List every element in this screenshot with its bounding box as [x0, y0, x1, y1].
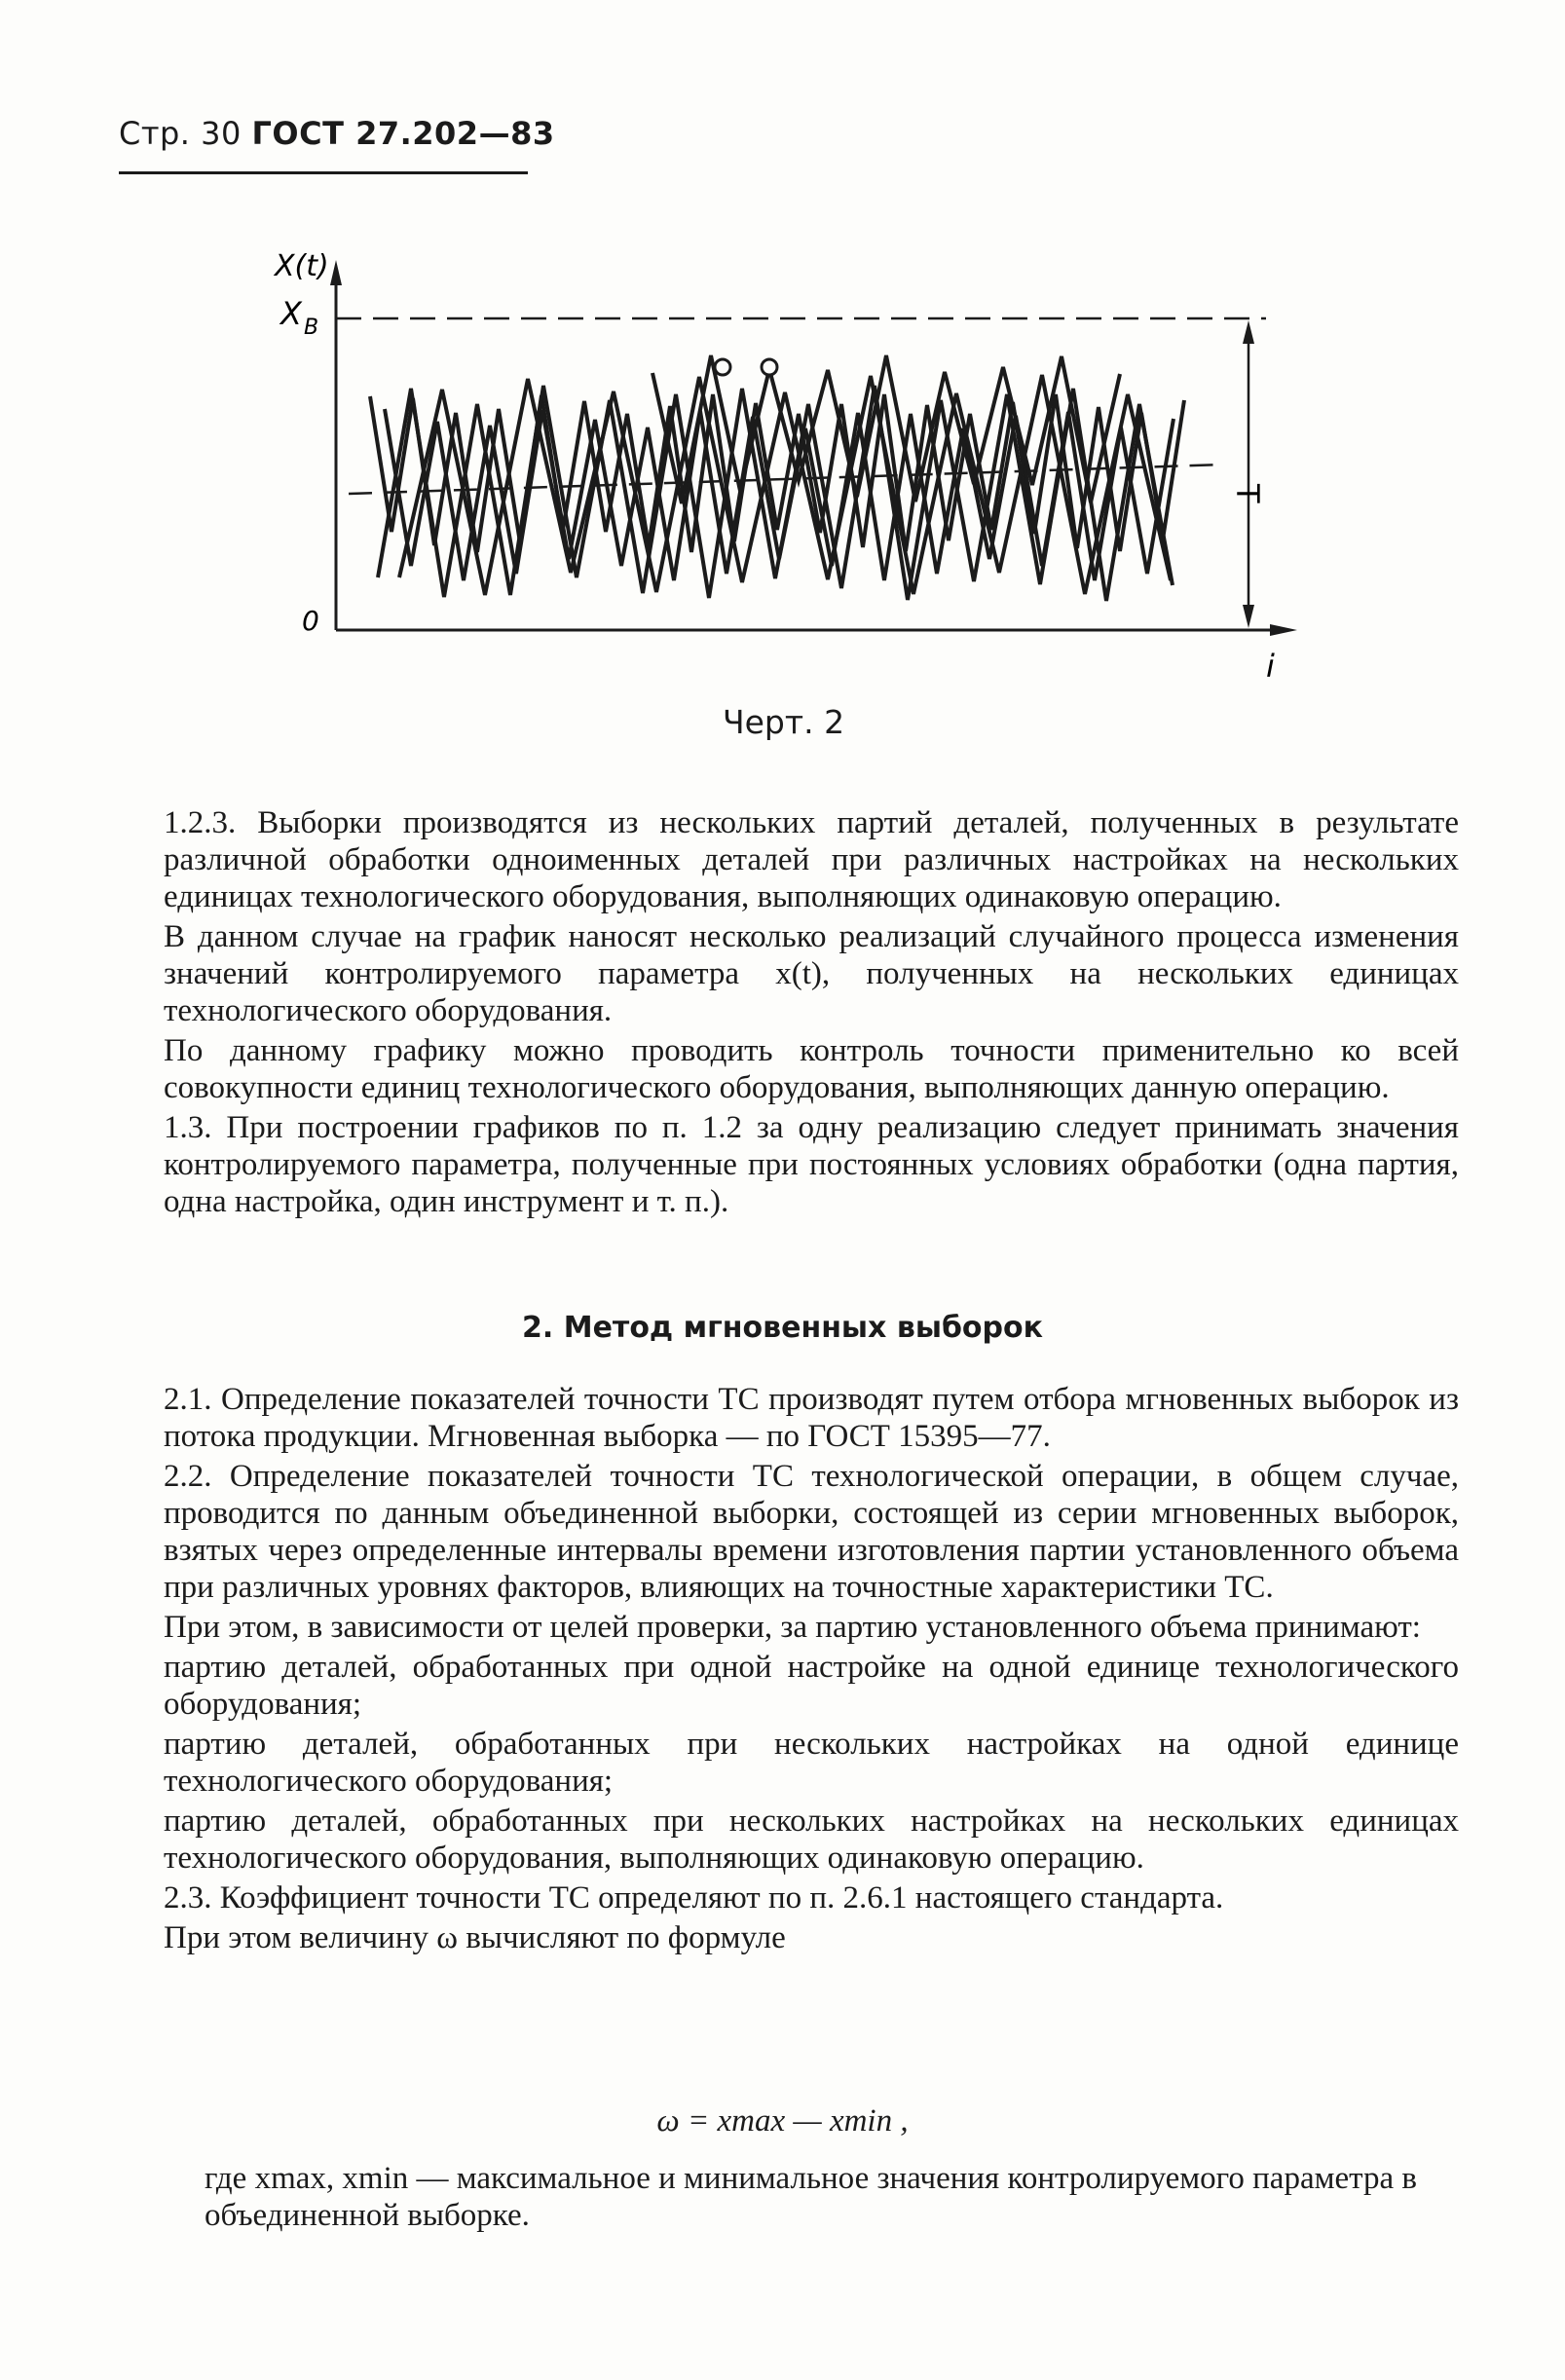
origin-label: 0	[302, 605, 319, 637]
page-number: Стр. 30	[119, 115, 242, 152]
y-axis-arrow	[330, 260, 342, 285]
y-axis-label: X(t)	[275, 249, 329, 283]
body-text-1	[164, 804, 1459, 1223]
formula-omega: ω = xmax — xmin ,	[656, 2103, 909, 2138]
list-item-several-setups: партию деталей, обработанных при нескольких настройках на одной единице технологического оборудования;	[164, 1727, 1459, 1799]
paragraph-formula-intro: При этом величину ω вычисляют по формуле	[164, 1920, 786, 1955]
outlier-point	[762, 359, 777, 375]
range-arrow-bottom	[1243, 605, 1254, 628]
process-realizations	[370, 355, 1184, 601]
section-title: 2. Метод мгновенных выборок	[522, 1311, 1043, 1345]
outlier-point	[715, 359, 730, 375]
figure-caption: Черт. 2	[723, 703, 845, 741]
page-header	[119, 115, 555, 152]
paragraph-accuracy-control: По данному графику можно проводить контроль точности применительно ко всей совокупности единиц технологического оборудования, выполняющих данную операцию.	[164, 1033, 1459, 1105]
formula-legend: где xmax, xmin — максимальное и минимальное значения контролируемого параметра в объединенной выборке.	[205, 2161, 1417, 2233]
body-text-2	[164, 1381, 1459, 1959]
range-arrow-top	[1243, 320, 1254, 344]
paragraph-2-1: 2.1. Определение показателей точности ТС производят путем отбора мгновенных выборок из потока продукции. Мгновенная выборка — по ГОСТ 15395—77.	[164, 1382, 1459, 1454]
process-chart	[263, 248, 1315, 687]
paragraph-1-2-3: 1.2.3. Выборки производятся из нескольких партий деталей, полученных в результате различной обработки одноименных деталей при различных настройках на нескольких единицах технологического оборудования, выполняющих одинаковую операцию.	[164, 805, 1459, 914]
header-rule	[119, 171, 528, 174]
range-label: T	[1229, 484, 1266, 503]
x-axis-label: i	[1266, 648, 1275, 685]
upper-limit-label: X	[280, 295, 302, 332]
paragraph-2-2: 2.2. Определение показателей точности ТС технологической операции, в общем случае, проводится по данным объединенной выборки, состоящей из серии мгновенных выборок, взятых через определенные интервалы времени изготовления партии установленного объема при различных уровнях факторов, влияющих на точностные характеристики ТС.	[164, 1459, 1459, 1605]
paragraph-graph-realizations: В данном случае на график наносят несколько реализаций случайного процесса изменения значений контролируемого параметра x(t), полученных на нескольких единицах технологического оборудования.	[164, 919, 1459, 1028]
list-item-several-units: партию деталей, обработанных при нескольких настройках на нескольких единицах технологического оборудования, выполняющих одинаковую операцию.	[164, 1804, 1459, 1876]
standard-number: ГОСТ 27.202—83	[251, 115, 555, 152]
upper-limit-sub: B	[304, 316, 319, 340]
paragraph-1-3: 1.3. При построении графиков по п. 1.2 за одну реализацию следует принимать значения контролируемого параметра, полученные при постоянных условиях обработки (одна партия, одна настройка, один инструмент и т. п.).	[164, 1110, 1459, 1219]
list-item-one-setup: партию деталей, обработанных при одной настройке на одной единице технологического оборудования;	[164, 1650, 1459, 1722]
paragraph-lot-definition: При этом, в зависимости от целей проверки, за партию установленного объема принимают:	[164, 1610, 1421, 1645]
x-axis-arrow	[1270, 624, 1297, 636]
paragraph-2-3: 2.3. Коэффициент точности ТС определяют по п. 2.6.1 настоящего стандарта.	[164, 1880, 1224, 1915]
